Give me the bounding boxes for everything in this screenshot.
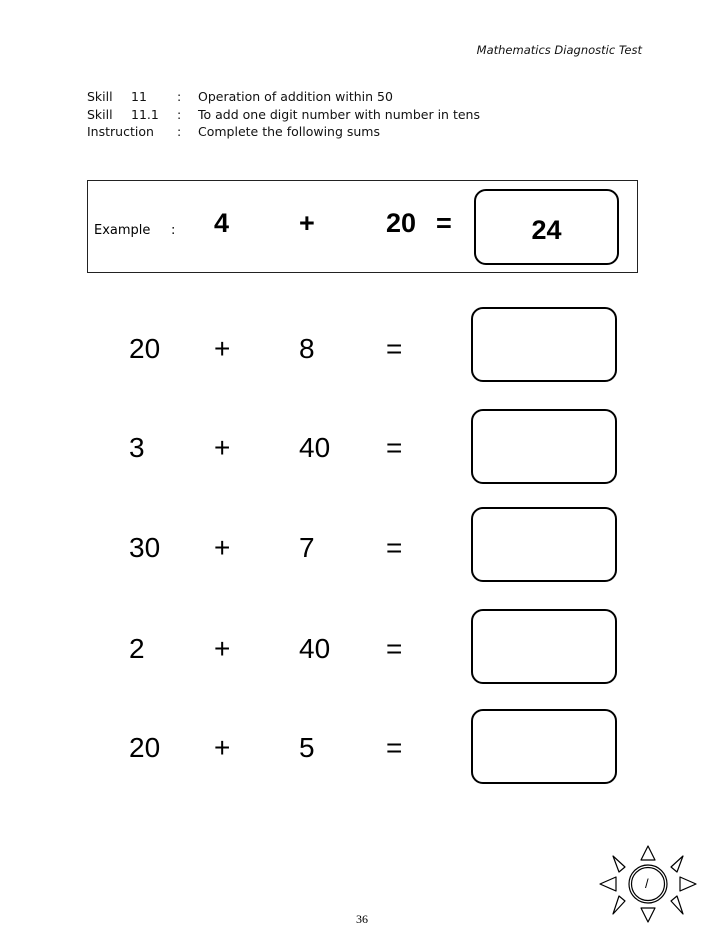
instruction-label: Instruction [87,124,154,139]
question-1-answer-input[interactable] [471,307,617,382]
instruction-text: Complete the following sums [198,124,380,139]
question-5-operator: + [214,732,231,763]
question-3-equals: = [386,532,403,563]
instruction-colon: : [177,124,182,139]
score-label: / [645,876,649,891]
page-number: 36 [356,912,368,926]
question-2-addend-a: 3 [129,432,145,463]
question-1-equals: = [386,333,403,364]
sub-skill-colon: : [177,107,182,122]
question-3-operator: + [214,532,231,563]
question-4-addend-b: 40 [299,633,331,664]
sub-skill-label: Skill [87,107,113,122]
sub-skill-text: To add one digit number with number in tens [198,107,480,122]
question-5-answer-input[interactable] [471,709,617,784]
question-4-operator: + [214,633,231,664]
sub-skill-code: 11.1 [131,107,159,122]
question-1-addend-a: 20 [129,333,161,364]
skill-label: Skill [87,89,113,104]
example-colon: : [171,223,176,238]
example-answer: 24 [531,214,562,245]
question-5-addend-a: 20 [129,732,161,763]
example-addend-a: 4 [214,208,230,238]
skill-code: 11 [131,89,147,104]
score-sun-badge [596,844,700,926]
example-addend-b: 20 [386,208,417,238]
question-3-answer-input[interactable] [471,507,617,582]
question-4-answer-input[interactable] [471,609,617,684]
question-1-addend-b: 8 [299,333,315,364]
question-2-operator: + [214,432,231,463]
example-operator: + [299,208,315,238]
question-3-addend-b: 7 [299,532,315,563]
example-label: Example [94,223,151,238]
question-2-answer-input[interactable] [471,409,617,484]
question-5-addend-b: 5 [299,732,315,763]
document-header-title: Mathematics Diagnostic Test [476,43,642,57]
example-answer-box [474,189,619,265]
question-2-addend-b: 40 [299,432,331,463]
question-4-addend-a: 2 [129,633,145,664]
question-5-equals: = [386,732,403,763]
question-1-operator: + [214,333,231,364]
question-2-equals: = [386,432,403,463]
question-3-addend-a: 30 [129,532,161,563]
question-4-equals: = [386,633,403,664]
skill-text: Operation of addition within 50 [198,89,393,104]
skill-colon: : [177,89,182,104]
example-equals: = [436,208,452,238]
